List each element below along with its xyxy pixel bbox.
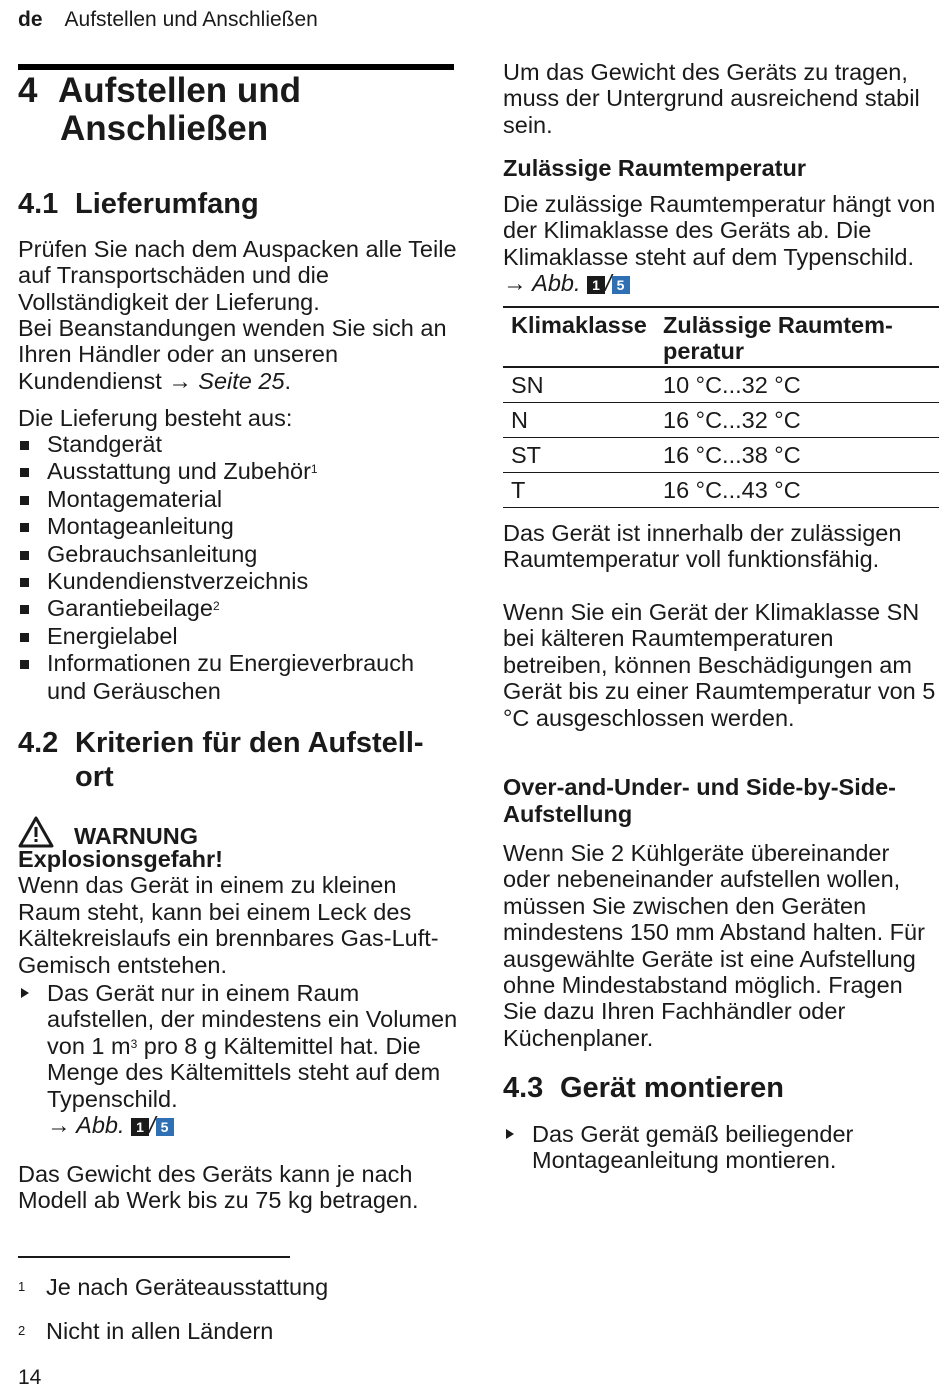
paragraph-check-delivery: Prüfen Sie nach dem Auspacken alle Teile auf Transportschäden und die Vollständigkeit der Lieferung. <box>18 236 457 315</box>
section-number: 4.3 <box>503 1072 544 1104</box>
section-number: 4.2 <box>18 727 59 759</box>
warning-text: Wenn das Gerät in einem zu kleinen Raum steht, kann bei einem Leck des Kältekreislaufs ein brennbares Gas-Luft-Gemisch entstehen. <box>18 872 439 978</box>
section-number: 4.1 <box>18 188 59 220</box>
warning-header <box>18 816 458 848</box>
figure-reference[interactable]: → Abb. 1 / 5 <box>47 1112 174 1138</box>
column-header-temperature: Zulässige Raumtemperatur <box>655 307 939 367</box>
footnote-text: Je nach Geräteausstattung <box>46 1274 329 1300</box>
paragraph-temperature: Die zulässige Raumtemperatur hängt von der Klimaklasse des Geräts ab. Die Klimaklasse steht auf dem Typenschild. → Abb. 1 / 5 <box>503 191 936 297</box>
table-row: N 16 °C...32 °C <box>503 403 939 438</box>
footnote-marker: 2 <box>18 1323 26 1338</box>
square-bullet-icon <box>20 468 29 477</box>
page-number: 14 <box>18 1366 42 1389</box>
climate-class-table <box>503 306 939 508</box>
triangle-step-icon <box>21 988 29 998</box>
warning-title: Explosionsgefahr! <box>18 846 224 872</box>
list-item: Montagematerial <box>18 486 458 513</box>
square-bullet-icon <box>20 441 29 450</box>
chapter-heading <box>18 72 301 148</box>
paragraph-ground: Um das Gewicht des Geräts zu tragen, muss der Untergrund ausreichend stabil sein. <box>503 59 920 138</box>
list-item: Standgerät <box>18 431 458 458</box>
square-bullet-icon <box>20 551 29 560</box>
paragraph-complaints <box>18 315 458 394</box>
footnote-marker: 1 <box>18 1279 26 1294</box>
section-title: Gerät montieren <box>560 1072 784 1104</box>
square-bullet-icon <box>20 496 29 505</box>
figure-number-badge: 5 <box>156 1118 174 1136</box>
complaints-text: Bei Beanstandungen wenden Sie sich an Ihren Händler oder an unseren Kundendienst → <box>18 315 447 394</box>
list-item: Garantiebeilage$^2$ <box>18 595 458 622</box>
section-title-line2: ort <box>75 761 114 793</box>
chapter-title-line2: Anschließen <box>60 109 269 148</box>
section-heading-4-1 <box>18 187 259 221</box>
list-item: Das Gerät gemäß beiliegender Montageanleitung montieren. <box>503 1121 903 1174</box>
square-bullet-icon <box>20 660 29 669</box>
square-bullet-icon <box>20 633 29 642</box>
list-item: Das Gerät nur in einem Raum aufstellen, der mindestens ein Volumen von 1 $m^3$ pro 8 g Kältemittel hat. Die Menge des Kältemittels steht auf dem Typenschild. → Abb. 1 / 5 <box>18 980 458 1138</box>
warning-label: WARNUNG <box>74 823 199 849</box>
mounting-steps <box>503 1121 903 1174</box>
paragraph-sn-class: Wenn Sie ein Gerät der Klimaklasse SN bei kälteren Raumtemperaturen betreiben, können Beschädigungen am Gerät bis zu einer Raumtemperatur von 5 °C ausgeschlossen werden. <box>503 599 936 731</box>
table-row: SN 10 °C...32 °C <box>503 367 939 403</box>
table-header-row <box>503 307 939 367</box>
figure-number-badge: 1 <box>587 276 605 294</box>
list-item: Montageanleitung <box>18 513 458 540</box>
list-item: Ausstattung und Zubehör$^1$ <box>18 458 458 485</box>
list-item: Gebrauchsanleitung <box>18 541 458 568</box>
footnote-rule <box>18 1256 290 1258</box>
section-heading-4-2 <box>18 726 424 794</box>
chapter-number: 4 <box>18 71 38 110</box>
warning-triangle-icon <box>18 816 54 848</box>
paragraph-functional-range: Das Gerät ist innerhalb der zulässigen Raumtemperatur voll funktionsfähig. <box>503 520 902 573</box>
list-item: Informationen zu Energieverbrauch und Geräuschen <box>18 650 458 705</box>
figure-number-badge: 5 <box>612 276 630 294</box>
running-header <box>18 8 318 32</box>
list-item: Energielabel <box>18 623 458 650</box>
section-title: Lieferumfang <box>75 188 259 220</box>
footnote-marker: 2 <box>212 599 220 614</box>
delivery-list <box>18 431 458 705</box>
footnote <box>18 1318 273 1344</box>
warning-steps <box>18 980 458 1138</box>
chapter-rule <box>18 64 454 70</box>
chapter-title-line1: Aufstellen und <box>58 71 302 110</box>
paragraph-weight: Das Gewicht des Geräts kann je nach Modell ab Werk bis zu 75 kg betragen. <box>18 1161 419 1214</box>
paragraph-side-by-side: Wenn Sie 2 Kühlgeräte übereinander oder nebeneinander aufstellen wollen, müssen Sie zwischen den Geräten mindestens 150 mm Abstand halten. Für ausgewählte Geräte ist eine Aufstellung ohne Mindestabstand möglich. Fragen Sie dazu Ihren Fachhändler oder Küchenplaner. <box>503 840 925 1051</box>
column-header-class: Klimaklasse <box>503 307 655 367</box>
square-bullet-icon <box>20 523 29 532</box>
page-reference-link[interactable]: Seite 25 <box>198 367 285 394</box>
figure-number-badge: 1 <box>131 1118 149 1136</box>
subheading-side-by-side: Over-and-Under- und Side-by-Side-Aufstellung <box>503 774 896 827</box>
square-bullet-icon <box>20 578 29 587</box>
footnote <box>18 1274 328 1300</box>
table-row: T 16 °C...43 °C <box>503 473 939 508</box>
header-title: Aufstellen und Anschließen <box>64 8 318 31</box>
triangle-step-icon <box>506 1129 514 1139</box>
complaints-end: . <box>284 367 292 394</box>
footnote-text: Nicht in allen Ländern <box>46 1318 274 1344</box>
square-bullet-icon <box>20 605 29 614</box>
subheading-room-temperature: Zulässige Raumtemperatur <box>503 155 806 181</box>
language-code: de <box>18 8 43 31</box>
section-title-line1: Kriterien für den Aufstell- <box>75 727 424 759</box>
warning-box <box>18 816 458 1138</box>
superscript: 3 <box>130 1036 138 1051</box>
delivery-list-intro: Die Lieferung besteht aus: <box>18 405 293 431</box>
table-row: ST 16 °C...38 °C <box>503 438 939 473</box>
footnote-marker: 1 <box>310 462 318 477</box>
figure-reference[interactable]: → Abb. 1 / 5 <box>503 270 630 296</box>
list-item: Kundendienstverzeichnis <box>18 568 458 595</box>
section-heading-4-3 <box>503 1071 784 1105</box>
